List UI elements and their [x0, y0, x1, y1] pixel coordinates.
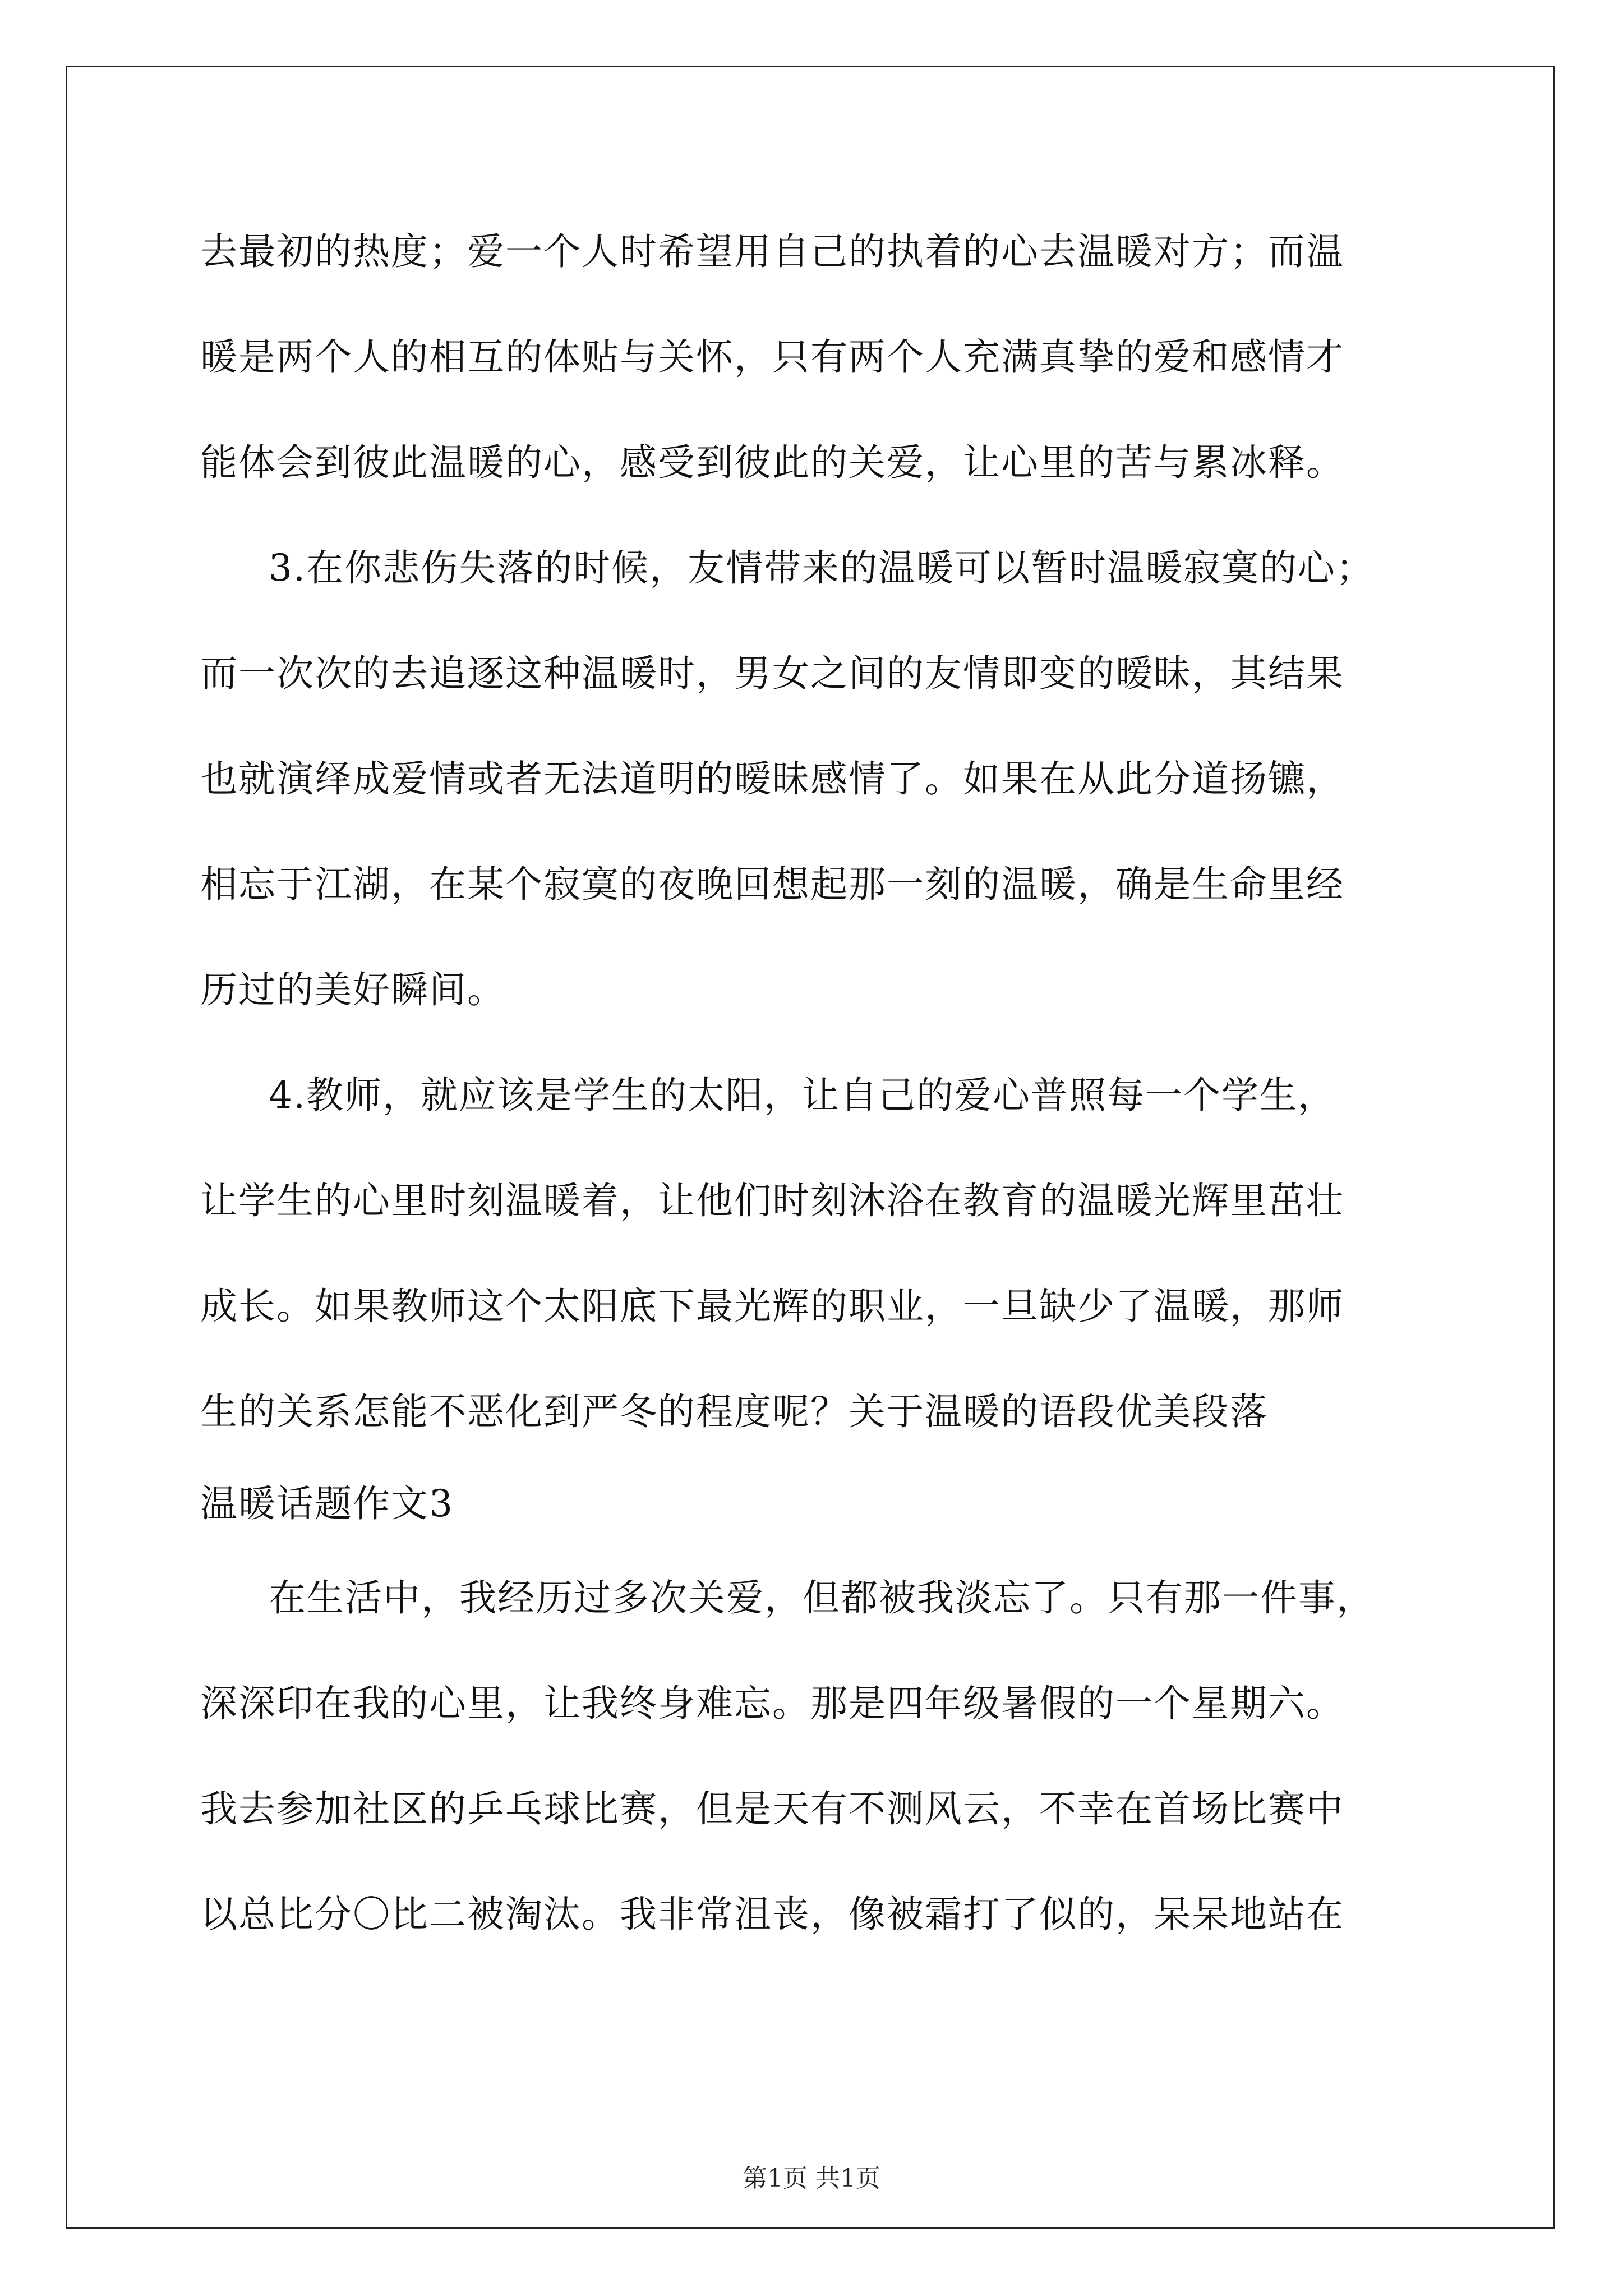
essay-paragraph-start: 在生活中，我经历过多次关爱，但都被我淡忘了。只有那一件事，	[269, 1576, 1375, 1619]
text-line: 而一次次的去追逐这种温暖时，男女之间的友情即变的暧昧，其结果	[200, 652, 1344, 695]
section-heading: 温暖话题作文3	[200, 1482, 454, 1525]
text-line: 深深印在我的心里，让我终身难忘。那是四年级暑假的一个星期六。	[200, 1682, 1344, 1725]
text-line: 我去参加社区的乒乓球比赛，但是天有不测风云，不幸在首场比赛中	[200, 1787, 1344, 1830]
text-line: 成长。如果教师这个太阳底下最光辉的职业，一旦缺少了温暖，那师	[200, 1285, 1344, 1328]
text-line: 去最初的热度；爱一个人时希望用自己的执着的心去温暖对方；而温	[200, 230, 1344, 273]
page-footer: 第1页 共1页	[743, 2164, 880, 2193]
text-line: 以总比分〇比二被淘汰。我非常沮丧，像被霜打了似的，呆呆地站在	[200, 1893, 1344, 1936]
text-line: 能体会到彼此温暖的心，感受到彼此的关爱，让心里的苦与累冰释。	[200, 441, 1344, 484]
paragraph-4-start: 4.教师，就应该是学生的太阳，让自己的爱心普照每一个学生，	[269, 1074, 1336, 1117]
text-line: 也就演绎成爱情或者无法道明的暧昧感情了。如果在从此分道扬镳，	[200, 757, 1344, 800]
text-line: 生的关系怎能不恶化到严冬的程度呢？关于温暖的语段优美段落	[200, 1390, 1268, 1433]
text-line: 历过的美好瞬间。	[200, 968, 505, 1011]
paragraph-3-start: 3.在你悲伤失落的时候，友情带来的温暖可以暂时温暖寂寞的心；	[269, 546, 1374, 590]
text-line: 让学生的心里时刻温暖着，让他们时刻沐浴在教育的温暖光辉里茁壮	[200, 1179, 1344, 1222]
text-line: 暖是两个人的相互的体贴与关怀，只有两个人充满真挚的爱和感情才	[200, 335, 1344, 379]
text-line: 相忘于江湖，在某个寂寞的夜晚回想起那一刻的温暖，确是生命里经	[200, 863, 1344, 906]
